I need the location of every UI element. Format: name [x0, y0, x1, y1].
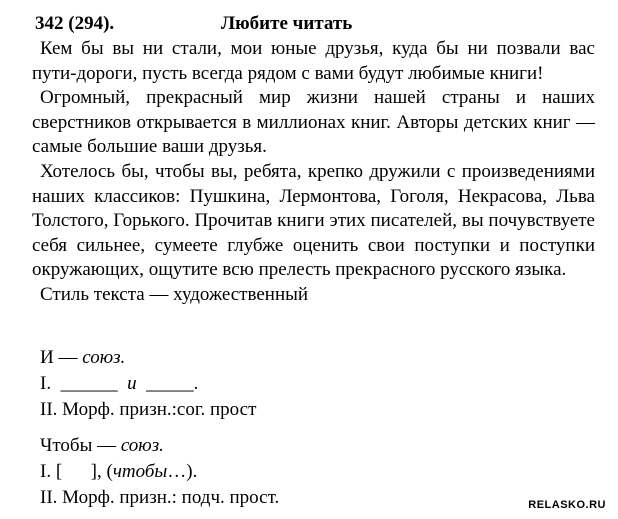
analysis-i-pos: союз.: [82, 347, 126, 368]
analysis-chtoby-scheme-b: …).: [167, 461, 198, 482]
analysis-i-word: И —: [40, 347, 83, 368]
analysis-chtoby-scheme: [40, 459, 279, 485]
analysis-chtoby-block: [40, 433, 279, 511]
analysis-chtoby-scheme-a: I. [ ], (: [40, 461, 113, 482]
exercise-number: 342 (294).: [35, 13, 115, 34]
paragraph-3: Хотелось бы, чтобы вы, ребята, крепко дружили с произведениями наших классиков: Пушкина, Лермонтова, Гоголя, Некрасова, Льва Толстого, Горького. Прочитав книги этих писателей, вы почувствуете себя сильнее, сумеете глубже оценить свои поступки и поступки окружающих, ощутите всю прелесть прекрасного русского языка.: [32, 160, 595, 281]
exercise-header: [35, 10, 595, 38]
text-style-line: Стиль текста — художественный: [40, 283, 309, 305]
analysis-i-heading: [40, 345, 256, 371]
exercise-title: Любите читать: [221, 13, 353, 34]
analysis-i-scheme-end: .: [193, 373, 199, 394]
paragraph-2: Огромный, прекрасный мир жизни нашей страны и наших сверстников открывается в миллионах книг. Авторы детских книг — самые большие ваши друзья.: [32, 87, 595, 158]
analysis-i-scheme: [40, 371, 256, 397]
analysis-i-scheme-b: _____: [146, 373, 194, 394]
exercise-text: [32, 37, 595, 308]
analysis-chtoby-pos: союз.: [120, 435, 164, 456]
analysis-i-scheme-prefix: I.: [40, 373, 61, 394]
analysis-i-morph: II. Морф. призн.:сог. прост: [40, 399, 257, 420]
watermark: RELASKO.RU: [528, 499, 606, 511]
analysis-i-scheme-a: ______: [60, 373, 118, 394]
analysis-chtoby-heading: [40, 433, 279, 459]
analysis-chtoby-morph: II. Морф. призн.: подч. прост.: [40, 487, 280, 508]
analysis-chtoby-word: Чтобы —: [40, 435, 121, 456]
analysis-chtoby-scheme-conj: чтобы: [112, 461, 168, 482]
analysis-i-scheme-conj: и: [127, 373, 137, 394]
paragraph-1: Кем бы вы ни стали, мои юные друзья, куда бы ни позвали вас пути-дороги, пусть всегда рядом с вами будут любимые книги!: [32, 38, 595, 84]
analysis-i-block: [40, 345, 256, 423]
